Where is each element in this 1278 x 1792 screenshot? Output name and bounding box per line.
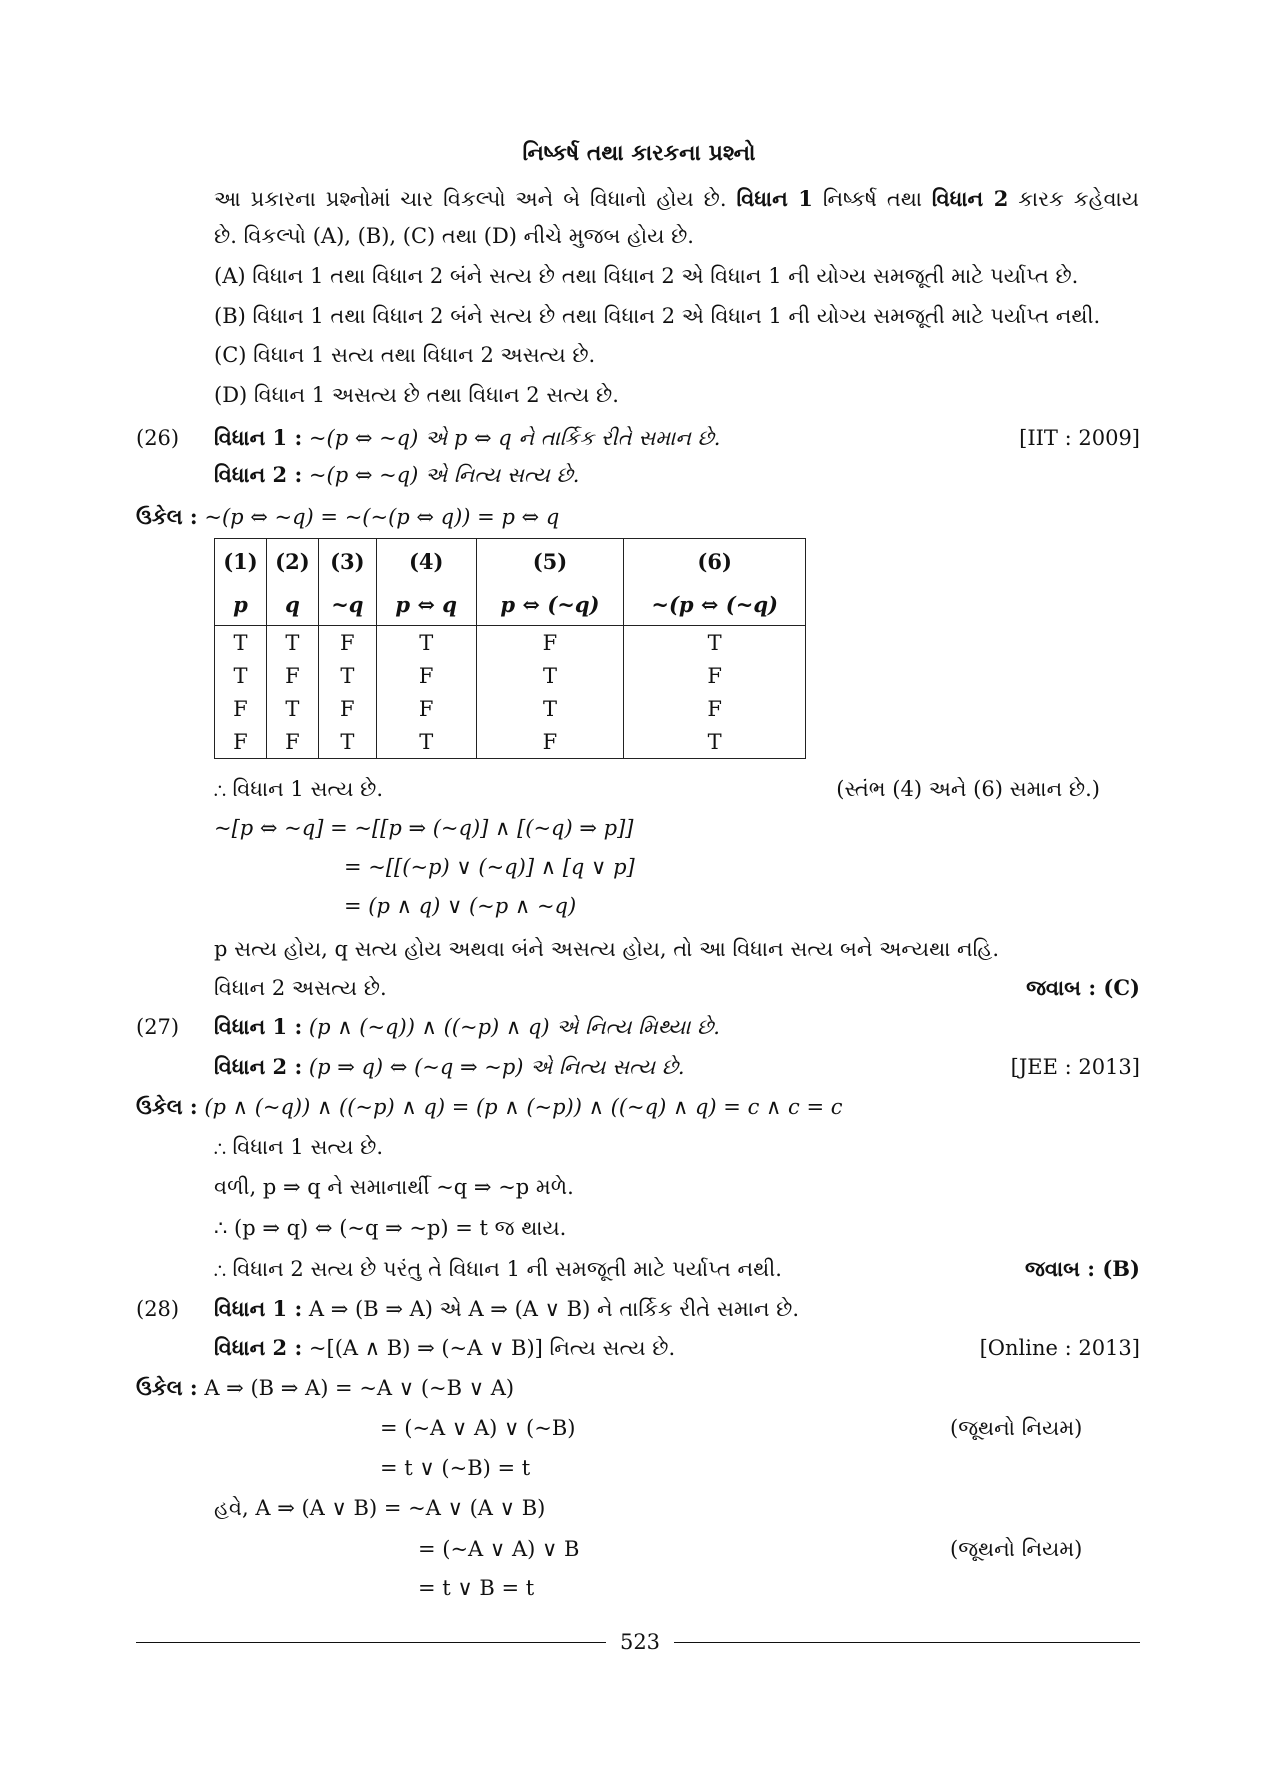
table-row (215, 626, 806, 660)
q26-s1-text: ~(p ⇔ ~q) એ p ⇔ q ને તાર્કિક રીતે સમાન છે. (308, 426, 721, 450)
q27-line-4: ∴ વિધાન 2 સત્ય છે પરંતુ તે વિધાન 1 ની સમજૂતી માટે પર્યાપ્ત નથી. (214, 1257, 782, 1281)
q28-statement-2 (214, 1334, 675, 1362)
q28-solution-line (136, 1374, 514, 1402)
q28-s2-text: ~[(A ∧ B) ⇒ (~A ∨ B)] નિત્ય સત્ય છે. (308, 1336, 676, 1360)
table-cell: T (376, 626, 476, 660)
table-cell: T (215, 659, 267, 692)
table-cell: F (215, 725, 267, 759)
option-b: (B) વિધાન 1 તથા વિધાન 2 બંને સત્ય છે તથા વિધાન 2 એ વિધાન 1 ની યોગ્ય સમજૂતી માટે પર્યાપ્ત નથી. (214, 304, 1101, 328)
section-heading: નિષ્કર્ષ તથા કારકના પ્રશ્નો (522, 140, 756, 166)
table-cell: F (215, 692, 267, 725)
table-cell: F (376, 692, 476, 725)
q27-number: (27) (136, 1015, 180, 1039)
q27-s1-text: (p ∧ (~q)) ∧ ((~p) ∧ q) એ નિત્ય મિથ્યા છે. (308, 1015, 720, 1039)
q27-solution-line (136, 1093, 843, 1121)
q26-solution-line (136, 503, 559, 531)
table-cell: F (266, 659, 318, 692)
intro-statement-2: વિધાન 2 (931, 186, 1009, 211)
table-row (215, 692, 806, 725)
table-cell: T (376, 725, 476, 759)
q26-solution-label: ઉકેલ : (136, 504, 198, 529)
q28-source: [Online : 2013] (979, 1336, 1140, 1360)
col-symbol-4: p ⇔ q (376, 583, 476, 626)
intro-text-e: કારક કહેવાય (1018, 187, 1139, 211)
table-cell: F (376, 659, 476, 692)
q27-answer-label: જવાબ : (1025, 1256, 1096, 1281)
q28-number: (28) (136, 1297, 180, 1321)
table-cell: T (318, 659, 376, 692)
truth-table-number-row (215, 539, 806, 584)
q27-solution-expr: (p ∧ (~q)) ∧ ((~p) ∧ q) = (p ∧ (~p)) ∧ ((~q) ∧ q) = c ∧ c = c (204, 1095, 843, 1119)
q27-statement-2 (214, 1053, 685, 1081)
col-number-2: (2) (266, 539, 318, 584)
table-cell: T (266, 626, 318, 660)
q27-therefore-1: ∴ વિધાન 1 સત્ય છે. (214, 1135, 384, 1159)
q26-number: (26) (136, 426, 180, 450)
q26-therefore-1: ∴ વિધાન 1 સત્ય છે. (214, 777, 384, 801)
table-cell: T (624, 626, 806, 660)
intro-text-c: નિષ્કર્ષ તથા (822, 187, 922, 211)
q27-answer (900, 1255, 1140, 1283)
q26-solution-expr: ~(p ⇔ ~q) = ~(~(p ⇔ q)) = p ⇔ q (204, 505, 560, 529)
q27-s2-label: વિધાન 2 : (214, 1054, 303, 1079)
q28-solution-expr: A ⇒ (B ⇒ A) = ~A ∨ (~B ∨ A) (204, 1376, 515, 1400)
col-symbol-2: q (266, 583, 318, 626)
q28-solution-label: ઉકેલ : (136, 1375, 198, 1400)
table-cell: F (318, 626, 376, 660)
q26-columns-note: (સ્તંભ (4) અને (6) સમાન છે.) (836, 777, 1100, 801)
q26-s2-label: વિધાન 2 : (214, 462, 303, 487)
option-c: (C) વિધાન 1 સત્ય તથા વિધાન 2 અસત્ય છે. (214, 343, 596, 367)
q28-statement-1 (214, 1295, 799, 1323)
table-cell: F (624, 692, 806, 725)
q27-line-2: વળી, p ⇒ q ને સમાનાર્થી ~q ⇒ ~p મળે. (214, 1175, 574, 1199)
q28-eq-5: = (~A ∨ A) ∨ B (418, 1537, 580, 1561)
truth-table (214, 538, 806, 759)
col-symbol-5: p ⇔ (~q) (476, 583, 624, 626)
q28-now-line: હવે, A ⇒ (A ∨ B) = ~A ∨ (A ∨ B) (214, 1496, 546, 1520)
q27-answer-value: (B) (1102, 1256, 1140, 1281)
q27-s1-label: વિધાન 1 : (214, 1014, 303, 1039)
table-cell: T (215, 626, 267, 660)
q27-source: [JEE : 2013] (1010, 1055, 1140, 1079)
q26-conclusion: વિધાન 2 અસત્ય છે. (214, 976, 387, 1000)
q28-law-2: (જૂથનો નિયમ) (950, 1537, 1083, 1561)
q28-eq-3: = t ∨ (~B) = t (380, 1456, 531, 1480)
footer-rule-left (136, 1642, 606, 1643)
q28-eq-2: = (~A ∨ A) ∨ (~B) (380, 1416, 576, 1440)
q27-line-3: ∴ (p ⇒ q) ⇔ (~q ⇒ ~p) = t જ થાય. (214, 1216, 567, 1240)
col-number-1: (1) (215, 539, 267, 584)
q26-answer-value: (C) (1103, 975, 1140, 1000)
q27-statement-1 (214, 1013, 720, 1041)
table-cell: T (266, 692, 318, 725)
intro-line-1 (214, 185, 1139, 213)
intro-line-2: છે. વિકલ્પો (A), (B), (C) તથા (D) નીચે મુજબ હોય છે. (214, 224, 694, 248)
q28-s1-label: વિધાન 1 : (214, 1296, 303, 1321)
intro-statement-1: વિધાન 1 (736, 186, 813, 211)
q28-law-1: (જૂથનો નિયમ) (950, 1416, 1083, 1440)
page-number: 523 (619, 1630, 661, 1654)
option-a: (A) વિધાન 1 તથા વિધાન 2 બંને સત્ય છે તથા વિધાન 2 એ વિધાન 1 ની યોગ્ય સમજૂતી માટે પર્યાપ્ત છે. (214, 264, 1079, 288)
table-cell: F (476, 725, 624, 759)
col-symbol-3: ~q (318, 583, 376, 626)
table-cell: T (476, 659, 624, 692)
q26-statement-1 (214, 424, 720, 452)
q26-eq-1: ~[p ⇔ ~q] = ~[[p ⇒ (~q)] ∧ [(~q) ⇒ p]] (214, 816, 634, 840)
table-cell: F (266, 725, 318, 759)
table-cell: T (624, 725, 806, 759)
footer-rule-right (674, 1642, 1140, 1643)
table-cell: F (476, 626, 624, 660)
col-symbol-1: p (215, 583, 267, 626)
table-cell: T (476, 692, 624, 725)
table-cell: F (318, 692, 376, 725)
col-number-5: (5) (476, 539, 624, 584)
col-number-6: (6) (624, 539, 806, 584)
q26-answer (900, 974, 1140, 1002)
q26-eq-3: = (p ∧ q) ∨ (~p ∧ ~q) (344, 894, 577, 918)
q28-s2-label: વિધાન 2 : (214, 1335, 303, 1360)
q26-s1-label: વિધાન 1 : (214, 425, 303, 450)
table-cell: F (624, 659, 806, 692)
q26-statement-2 (214, 461, 579, 489)
q27-solution-label: ઉકેલ : (136, 1094, 198, 1119)
q26-s2-text: ~(p ⇔ ~q) એ નિત્ય સત્ય છે. (308, 463, 580, 487)
table-row (215, 725, 806, 759)
q26-answer-label: જવાબ : (1026, 975, 1097, 1000)
option-d: (D) વિધાન 1 અસત્ય છે તથા વિધાન 2 સત્ય છે. (214, 383, 619, 407)
intro-text-a: આ પ્રકારના પ્રશ્નોમાં ચાર વિકલ્પો અને બે વિધાનો હોય છે. (214, 187, 727, 211)
table-cell: T (318, 725, 376, 759)
q28-eq-6: = t ∨ B = t (418, 1576, 535, 1600)
q28-s1-text: A ⇒ (B ⇒ A) એ A ⇒ (A ∨ B) ને તાર્કિક રીતે સમાન છે. (308, 1297, 800, 1321)
col-symbol-6: ~(p ⇔ (~q) (624, 583, 806, 626)
q26-explanation: p સત્ય હોય, q સત્ય હોય અથવા બંને અસત્ય હોય, તો આ વિધાન સત્ય બને અન્યથા નહિ. (214, 937, 1000, 961)
col-number-4: (4) (376, 539, 476, 584)
q26-eq-2: = ~[[(~p) ∨ (~q)] ∧ [q ∨ p] (344, 855, 635, 879)
q27-s2-text: (p ⇒ q) ⇔ (~q ⇒ ~p) એ નિત્ય સત્ય છે. (308, 1055, 685, 1079)
truth-table-symbol-row (215, 583, 806, 626)
col-number-3: (3) (318, 539, 376, 584)
table-row (215, 659, 806, 692)
q26-source: [IIT : 2009] (1019, 426, 1140, 450)
